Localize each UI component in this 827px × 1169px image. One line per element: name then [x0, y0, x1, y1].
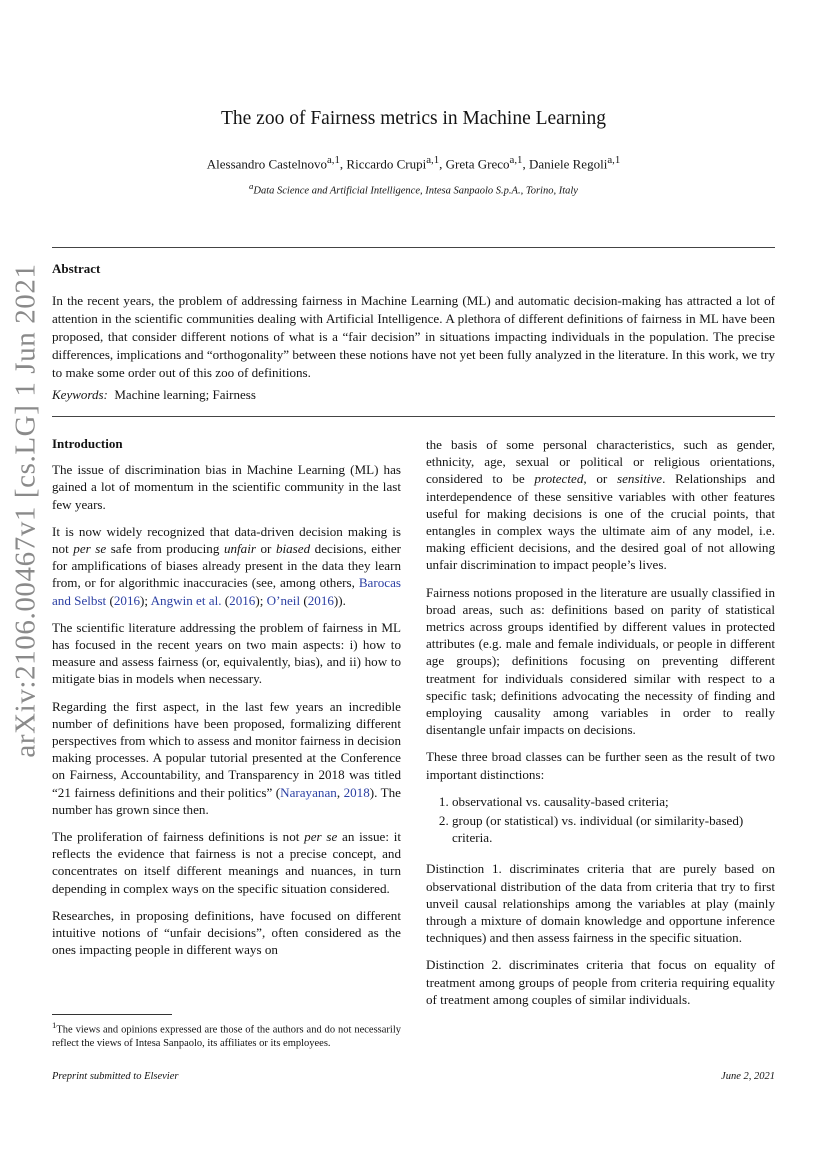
section-heading-introduction: Introduction	[52, 436, 123, 451]
arxiv-identifier: arXiv:2106.00467v1 [cs.LG] 1 Jun 2021	[9, 262, 42, 758]
author-list: Alessandro Castelnovo$^{a,1}$, Riccardo Crupi$^{a,1}$, Greta Greco$^{a,1}$, Daniele Regoli$^{a,1}$	[206, 154, 621, 172]
citation-year-link[interactable]: 2016	[307, 592, 334, 608]
intro-paragraph-1: The issue of discrimination bias in Machine Learning (ML) has gained a lot of momentum in the scientific community in the last few years.	[52, 462, 401, 512]
author-affil-mark: a,1	[607, 154, 621, 166]
arxiv-sidebar	[5, 230, 47, 790]
footnote-text: The views and opinions expressed are those of the authors and do not necessarily reflect the views of Intesa Sanpaolo, its affiliates or its employees.	[52, 1024, 401, 1049]
right-paragraph-4: Distinction 1. discriminates criteria that are purely based on observational distribution of the data from criteria that try to first unveil causal relationships among the variables at play (mainly through a mixture of domain knowledge and opportune inference techniques) and then assess fairness in the specific situation.	[426, 861, 775, 946]
citation-year-link[interactable]: 2018	[343, 784, 370, 800]
citation-year-link[interactable]: 2016	[113, 592, 141, 608]
abstract-heading: Abstract	[52, 261, 101, 276]
footer-date: June 2, 2021	[721, 1071, 775, 1082]
top-rule	[52, 247, 775, 248]
intro-paragraph-5: The proliferation of fairness definitions is not per se an issue: it reflects the evidence that fairness is not a precise concept, and concentrates on itself different meanings and nuances, in turn depending in complex ways on the specific situation considered.	[52, 829, 402, 896]
citation-link[interactable]: Narayanan	[280, 784, 337, 800]
intro-paragraph-4: Regarding the first aspect, in the last few years an incredible number of definitions have been proposed, formalizing different perspectives from which to assess and monitor fairness in decision making processes. A popular tutorial presented at the Conference on Fairness, Accountability, and Transparency in 2018 was titled “21 fairness definitions and their politics” (Narayanan, 2018). The number has grown since then.	[52, 698, 401, 817]
list-item: 1. observational vs. causality-based criteria;	[452, 793, 775, 810]
affiliation	[0, 181, 827, 197]
author-affil-mark: a,1	[326, 154, 340, 166]
affiliation-text: Data Science and Artificial Intelligence, Intesa Sanpaolo S.p.A., Torino, Italy	[253, 185, 578, 197]
author-name: Greta Greco	[445, 156, 510, 172]
paper-title: The zoo of Fairness metrics in Machine Learning	[220, 108, 606, 129]
footnote-rule	[52, 1014, 172, 1015]
author-affil-mark: a,1	[426, 154, 440, 166]
abstract-bottom-rule	[52, 416, 775, 417]
intro-paragraph-6: Researches, in proposing definitions, have focused on different intuitive notions of “unfair decisions”, often considered as the ones impacting people in different ways on	[52, 907, 401, 958]
list-item: 2. group (or statistical) vs. individual (or similarity-based) criteria.	[452, 812, 775, 846]
right-paragraph-1: the basis of some personal characteristics, such as gender, ethnicity, age, sexual or political or religious orientations, considered to be protected, or sensitive. Relationships and interdependence of these sensitive variables with other features useful for making decisions is one of the crucial points, that entangles in complex ways the ultimate aim of any model, i.e. making efficient decisions, and the desired goal of not allowing unfair discrimination to impact people’s lives.	[426, 437, 775, 573]
citation-link[interactable]: Angwin et al.	[150, 592, 222, 608]
distinctions-list	[426, 793, 775, 847]
author-name: Riccardo Crupi	[346, 156, 427, 172]
footnote-mark: 1	[52, 1020, 57, 1030]
author-affil-mark: a,1	[509, 154, 523, 166]
affiliation-mark: a	[249, 181, 254, 191]
author-name: Alessandro Castelnovo	[206, 156, 327, 172]
footer-preprint-note: Preprint submitted to Elsevier	[52, 1071, 179, 1082]
citation-link[interactable]: Barocas and Selbst	[52, 575, 401, 608]
right-column	[426, 436, 775, 1018]
footnote	[52, 1019, 401, 1050]
citation-link[interactable]: O’neil	[266, 592, 301, 608]
intro-paragraph-2: It is now widely recognized that data-driven decision making is not per se safe from producing unfair or biased decisions, either for amplifications of biases already present in the data they learn from, or for algorithmic inaccuracies (see, among others, Barocas and Selbst (2016); Angwin et al. (2016); O’neil (2016)).	[52, 523, 402, 608]
abstract-text: In the recent years, the problem of addressing fairness in Machine Learning (ML) and automatic decision-making has attracted a lot of attention in the scientific communities dealing with Artificial Intelligence. A plethora of different definitions of fairness in ML have been proposed, that consider different notions of what is a “fair decision” in situations impacting individuals in the population. The precise differences, implications and “orthogonality” between these notions have not yet been fully analyzed in the literature. In this work, we try to make some order out of this zoo of definitions.	[52, 293, 775, 380]
intro-paragraph-3: The scientific literature addressing the problem of fairness in ML has focused in the recent years on two main aspects: i) how to measure and assess fairness (or, equivalently, bias), and ii) how to mitigate bias in models when necessary.	[52, 619, 401, 687]
keywords-text: Machine learning; Fairness	[114, 387, 256, 402]
author-name: Daniele Regoli	[528, 156, 608, 172]
left-column	[52, 435, 401, 968]
right-paragraph-5: Distinction 2. discriminates criteria that focus on equality of treatment among groups of people from criteria requiring equality of treatment among couples of similar individuals.	[426, 957, 775, 1007]
right-paragraph-2: Fairness notions proposed in the literature are usually classified in broad areas, such as: definitions based on parity of statistical metrics across groups identified by different values in protected attributes (e.g. male and female individuals, or people in different age groups); definitions focusing on preventing different treatment for individuals considered similar with respect to a specific task; definitions advocating the necessity of finding and employing causality among variables in order to really disentangle unfair impacts on decisions.	[426, 584, 775, 738]
keywords	[52, 387, 256, 403]
right-paragraph-3: These three broad classes can be further seen as the result of two important distinctions:	[426, 749, 775, 782]
citation-year-link[interactable]: 2016	[229, 592, 256, 608]
keywords-label: Keywords:	[52, 387, 108, 402]
